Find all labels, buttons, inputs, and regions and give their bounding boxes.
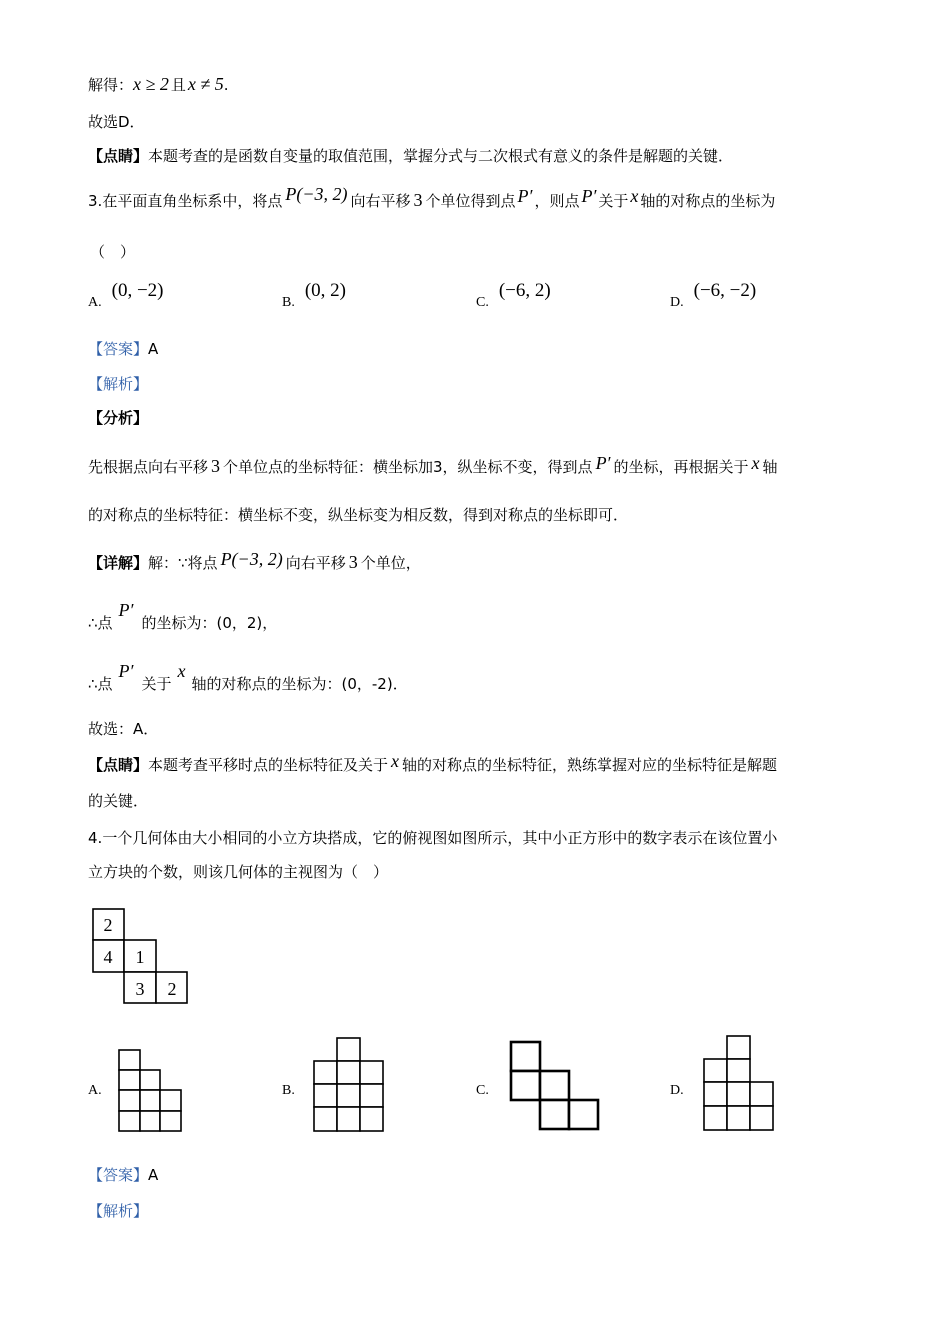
stem-text: 在平面直角坐标系中，将点	[102, 192, 283, 210]
p-prime: P′	[517, 186, 533, 206]
stem-text: 一个几何体由大小相同的小立方块搭成，它的俯视图如图所示，其中小正方形中的数字表示在该位置小	[102, 829, 778, 847]
detail-text: 关于	[141, 675, 172, 693]
q4-answer	[88, 1165, 158, 1185]
x-var: x	[751, 453, 760, 473]
top-view-number: 2	[167, 979, 177, 999]
option-value: (0, 2)	[304, 280, 346, 301]
solve-prefix: 解得：	[88, 76, 134, 94]
comment-text: 本题考查平移时点的坐标特征及关于	[148, 756, 389, 774]
q3-analysis-tag: 【解析】	[88, 375, 149, 393]
stem-text: 轴的对称点的坐标为	[640, 192, 776, 210]
stem-text: 个单位得到点	[425, 192, 516, 210]
fenxi-text: 轴	[762, 458, 778, 476]
q4-option-a-label[interactable]: A.	[88, 1083, 102, 1098]
q3-fenxi-tag: 【分析】	[88, 409, 149, 427]
point-p: P(−3, 2)	[220, 549, 283, 569]
therefore: ∴点	[88, 675, 113, 693]
num-three: 3	[348, 552, 358, 572]
x-var: x	[391, 751, 400, 771]
q4-option-a-figure[interactable]	[119, 1050, 181, 1131]
answer-value: A	[148, 340, 159, 358]
q3-paren: （ ）	[90, 243, 136, 261]
q4-option-b-figure[interactable]	[314, 1038, 383, 1131]
detail-text: 个单位，	[360, 554, 421, 572]
detail-text: 的坐标为：(0，2)，	[141, 614, 278, 632]
q4-option-c-figure[interactable]	[511, 1042, 598, 1129]
q3-choose: 故选：A．	[88, 720, 159, 738]
answer-tag: 【答案】	[88, 1166, 149, 1184]
top-view-number: 2	[103, 915, 113, 935]
q2-choose: 故选D．	[88, 113, 145, 131]
q4-option-c-label[interactable]: C.	[476, 1083, 489, 1098]
num-three: 3	[211, 456, 221, 476]
p-prime: P′	[118, 661, 134, 681]
solve-end: .	[223, 76, 229, 94]
solve-expr: x ≥ 2	[133, 74, 169, 94]
answer-value: A	[148, 1166, 159, 1184]
fenxi-text: 个单位点的坐标特征：横坐标加3，纵坐标不变，得到点	[223, 458, 593, 476]
option-label: C.	[476, 295, 489, 310]
option-value: (0, −2)	[111, 280, 164, 301]
therefore: ∴点	[88, 614, 113, 632]
num-three: 3	[413, 190, 423, 210]
x-var: x	[177, 661, 186, 681]
x-var: x	[630, 186, 639, 206]
comment-tag: 【点睛】	[88, 756, 149, 774]
comment-text: 轴的对称点的坐标特征，熟练掌握对应的坐标特征是解题	[402, 756, 778, 774]
question-number: 3.	[88, 192, 103, 210]
solve-and: 且	[170, 76, 186, 94]
q4-option-d-figure[interactable]	[704, 1036, 773, 1130]
top-view-number: 1	[135, 947, 145, 967]
question-number: 4.	[88, 829, 103, 847]
option-label: A.	[88, 295, 102, 310]
detail-tag: 【详解】	[88, 554, 149, 572]
stem-text: ，则点	[534, 192, 580, 210]
option-value: (−6, −2)	[693, 280, 757, 301]
point-p: P(−3, 2)	[285, 184, 348, 204]
q3-fenxi-line2: 的对称点的坐标特征：横坐标不变，纵坐标变为相反数，得到对称点的坐标即可．	[88, 506, 629, 524]
p-prime: P′	[595, 453, 611, 473]
answer-tag: 【答案】	[88, 340, 149, 358]
top-view-number: 4	[103, 947, 113, 967]
p-prime: P′	[581, 186, 597, 206]
fenxi-text: 先根据点向右平移	[88, 458, 209, 476]
q4-option-b-label[interactable]: B.	[282, 1083, 295, 1098]
option-label: D.	[670, 295, 684, 310]
q3-comment-line2: 的关键．	[88, 792, 149, 810]
option-label: B.	[282, 295, 295, 310]
comment-text: 本题考查的是函数自变量的取值范围，掌握分式与二次根式有意义的条件是解题的关键．	[148, 147, 734, 165]
p-prime: P′	[118, 600, 134, 620]
solve-expr2: x ≠ 5	[187, 74, 224, 94]
stem-text: 向右平移	[350, 192, 411, 210]
fenxi-text: 的坐标，再根据关于	[613, 458, 749, 476]
q4-stem-line2: 立方块的个数，则该几何体的主视图为（ ）	[88, 863, 389, 881]
top-view-number: 3	[135, 979, 145, 999]
detail-text: 解：∵将点	[148, 554, 218, 572]
option-value: (−6, 2)	[498, 280, 551, 301]
stem-text: 关于	[598, 192, 629, 210]
comment-tag: 【点睛】	[88, 147, 149, 165]
detail-text: 向右平移	[285, 554, 346, 572]
q4-analysis-tag: 【解析】	[88, 1202, 149, 1220]
detail-text: 轴的对称点的坐标为：(0，-2)．	[191, 675, 408, 693]
q4-option-d-label[interactable]: D.	[670, 1083, 684, 1098]
